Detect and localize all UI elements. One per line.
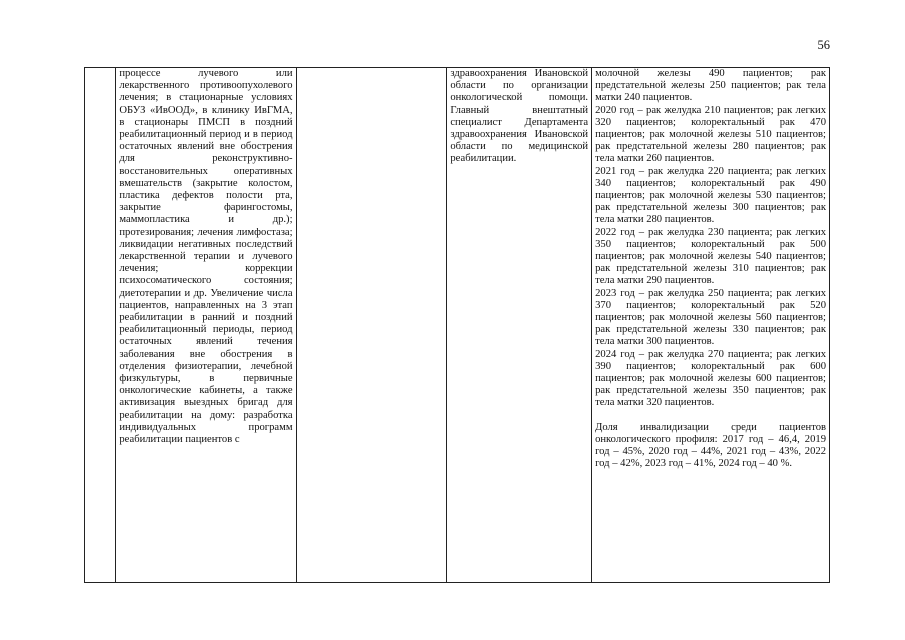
responsible-text: здравоохранения Ивановской области по организации онкологической помощи. Главный внештатный специалист Департамента здравоохранения Ивановской области по медицинской реабилитации. (450, 68, 589, 165)
results-paragraph: 2020 год – рак желудка 210 пациентов; рак легких 320 пациентов; колоректальный рак 470 пациентов; рак молочной железы 510 пациентов; рак предстательной железы 280 пациентов; рак тела матки 260 пациентов. (595, 104, 826, 165)
measures-text: процессе лучевого или лекарственного противоопухолевого лечения; в стационарные условиях ОБУЗ «ИвООД», в клинику ИвГМА, в стационары ПМСП в поздний реабилитационный период и в период остаточных явлений вне обострения для реконструктивно-восстановительных оперативных вмешательств (закрытие колостом, пластика дефектов полости рта, закрытие фарингостомы, маммопластика и др.); протезирования; лечения лимфостаза; ликвидации негативных последствий лекарственной терапии и лучевого лечения; коррекции психосоматического состояния; диетотерапии и др. Увеличение числа пациентов, направленных на 3 этап реабилитации в ранний и поздний реабилитационный периоды, период остаточных явлений течения заболевания вне обострения в отделения физиотерапии, лечебной физкультуры, в первичные онкологические кабинеты, а также активизация выездных бригад для реабилитации на дому: разработка индивидуальных программ реабилитации пациентов с (119, 68, 293, 446)
cell-deadline (296, 68, 447, 583)
paragraph-gap (595, 410, 826, 422)
document-table (84, 67, 830, 583)
disability-text: Доля инвалидизации среди пациентов онкологического профиля: 2017 год – 46,4, 2019 год – 45%, 2020 год – 44%, 2021 год – 43%, 2022 год – 42%, 2023 год – 41%, 2024 год – 40 %. (595, 421, 826, 470)
results-paragraph: 2024 год – рак желудка 270 пациента; рак легких 390 пациентов; колоректальный рак 600 пациентов; рак молочной железы 600 пациентов; рак предстательной железы 350 пациентов; рак тела матки 320 пациентов. (595, 348, 826, 409)
results-paragraph: 2021 год – рак желудка 220 пациента; рак легких 340 пациентов; колоректальный рак 490 пациентов; рак молочной железы 530 пациентов; рак предстательной железы 300 пациентов; рак тела матки 280 пациентов. (595, 165, 826, 226)
results-paragraph: молочной железы 490 пациентов; рак предстательной железы 250 пациентов; рак тела матки 240 пациентов. (595, 68, 826, 104)
cell-responsible (447, 68, 592, 583)
table-row (85, 68, 830, 583)
page-number: 56 (817, 38, 830, 52)
cell-number (85, 68, 116, 583)
results-paragraph: 2023 год – рак желудка 250 пациента; рак легких 370 пациентов; колоректальный рак 520 пациентов; рак молочной железы 560 пациентов; рак предстательной железы 330 пациентов; рак тела матки 300 пациентов. (595, 287, 826, 348)
cell-measures (116, 68, 296, 583)
results-paragraph: 2022 год – рак желудка 230 пациента; рак легких 350 пациентов; колоректальный рак 500 пациентов; рак молочной железы 540 пациентов; рак предстательной железы 310 пациентов; рак тела матки 290 пациентов. (595, 226, 826, 287)
cell-results (592, 68, 830, 583)
